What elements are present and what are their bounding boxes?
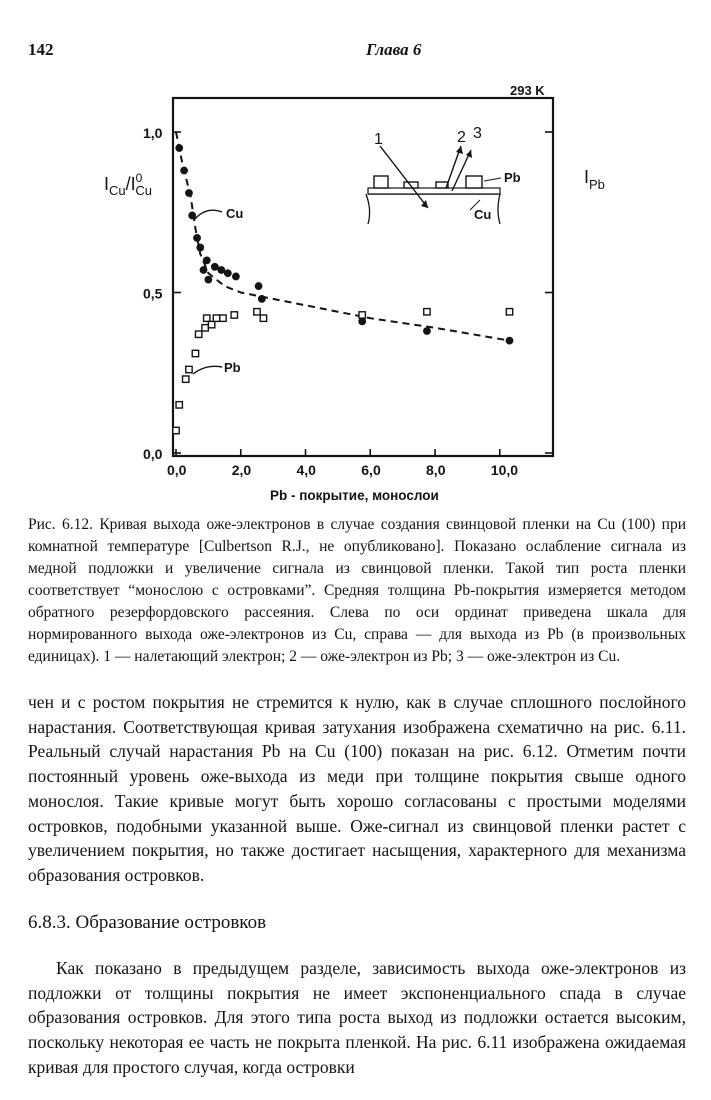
pb-series-label: Pb: [224, 360, 241, 375]
x-tick-label: 6,0: [361, 462, 381, 478]
inset-label-cu: Cu: [474, 207, 492, 222]
y-tick-label: 0,0: [143, 446, 163, 462]
inset-wetting-layer: [368, 188, 500, 194]
y-axis-ticks: [143, 125, 553, 462]
x-tick-label: 0,0: [167, 462, 187, 478]
cu-data-point: [506, 337, 514, 345]
pb-data-point: [183, 376, 189, 382]
section-heading: 6.8.3. Образование островков: [28, 912, 267, 933]
right-axis-label: $I_{Pb}$: [584, 167, 605, 192]
left-axis-i-cu: $I_{Cu}/I^0$ Cu: [104, 171, 152, 198]
temperature-label: 293 K: [510, 83, 545, 98]
data-series: [173, 132, 514, 434]
inset-substrate-left: [366, 194, 370, 224]
y-tick-label: 0,5: [143, 285, 163, 302]
pb-data-point: [202, 325, 208, 331]
pb-data-point: [195, 331, 201, 337]
x-tick-label: 2,0: [231, 462, 252, 478]
running-head: Глава 6: [366, 40, 422, 59]
inset-island-1: [374, 176, 388, 188]
pb-data-point: [176, 402, 182, 408]
inset-arrowhead-pb-auger: [456, 146, 463, 154]
inset-arrowhead-cu-auger: [466, 150, 472, 158]
cu-data-point: [224, 269, 232, 277]
x-tick-label: 10,0: [490, 462, 519, 478]
inset-pb-leader: [484, 178, 501, 181]
left-axis-label: [104, 171, 152, 198]
cu-data-point: [255, 282, 263, 290]
pb-data-point: [213, 315, 219, 321]
pb-data-point: [260, 315, 266, 321]
cu-data-point: [204, 276, 212, 284]
cu-label-leader: [194, 210, 222, 220]
caption-text: Рис. 6.12. Кривая выхода оже-электронов в случае создания свинцовой пленки на Cu (100) при комнатной температуре [Culbertson R.J., не опубликовано]. Показано ослабление сигнала из медной подложки и увеличение сигнала из свинцовой пленки. Такой тип роста пленки соответствует “монослою с островками”. Средняя толщина Pb-покрытия измеряется методом обратного резерфордовского рассеяния. Слева по оси ординат приведена шкала для нормированного выхода оже-электронов из Cu, справа — для выхода из Pb (в произвольных единицах). 1 — налетающий электрон; 2 — оже-электрон из Pb; 3 — оже-электрон из Cu.: [28, 516, 686, 665]
cu-fit-line: [176, 132, 510, 341]
page-number: 142: [28, 40, 54, 59]
cu-data-point: [232, 273, 240, 281]
figure-caption: [28, 514, 686, 668]
pb-data-point: [173, 427, 179, 433]
cu-data-point: [200, 266, 208, 274]
pb-data-point: [186, 366, 192, 372]
pb-data-point: [359, 312, 365, 318]
pb-data-point: [204, 315, 210, 321]
x-tick-label: 4,0: [296, 462, 316, 478]
cu-data-point: [188, 212, 196, 220]
inset-label-pb-auger: 2: [457, 129, 466, 146]
figure-6-12: [0, 0, 711, 510]
pb-data-point: [231, 312, 237, 318]
inset-substrate-right: [498, 194, 500, 224]
cu-series-label: Cu: [226, 206, 244, 221]
pb-data-point: [254, 309, 260, 315]
y-tick-label: 1,0: [143, 125, 163, 141]
pb-data-point: [506, 309, 512, 315]
series-label-cu: [194, 206, 243, 221]
inset-label-pb: Pb: [504, 170, 521, 185]
body-paragraph-2: Как показано в предыдущем разделе, зависимость выхода оже-электронов из подложки от толщины покрытия не имеет экспоненциального спада в случае образования островков. Для этого типа роста выход из подложки остается высоким, поскольку некоторая ее часть не покрыта пленкой. На рис. 6.11 изображена ожидаемая кривая для простого случая, когда островки: [28, 958, 686, 1077]
inset-island-4: [466, 176, 482, 188]
pb-data-point: [220, 315, 226, 321]
inset-label-cu-auger: 3: [473, 125, 482, 142]
plot-frame: [173, 98, 553, 456]
pb-label-leader: [193, 366, 222, 374]
pb-data-point: [192, 350, 198, 356]
series-label-pb: [193, 360, 241, 375]
x-axis-label: Pb - покрытие, монослои: [270, 488, 439, 503]
inset-label-incident: 1: [374, 131, 383, 148]
pb-data-point: [424, 309, 430, 315]
x-axis-ticks: [167, 449, 518, 478]
cu-data-point: [423, 327, 431, 335]
inset-diagram: [366, 125, 521, 224]
body-paragraph-1: чен и с ростом покрытия не стремится к нулю, как в случае сплошного послойного нарастания. Соответствующая кривая затухания изображена схематично на рис. 6.11. Реальный случай нарастания Pb на Cu (100) показан на рис. 6.12. Отметим почти постоянный уровень оже-выхода из меди при толщине покрытия свыше одного монослоя. Такие кривые могут быть хорошо согласованы с простыми моделями островков, подобными указанной выше. Оже-сигнал из свинцовой пленки растет с увеличением покрытия, но также достигает насыщения, характерного для механизма образования островков.: [28, 692, 686, 885]
x-tick-label: 8,0: [426, 462, 446, 478]
pb-data-point: [208, 321, 214, 327]
